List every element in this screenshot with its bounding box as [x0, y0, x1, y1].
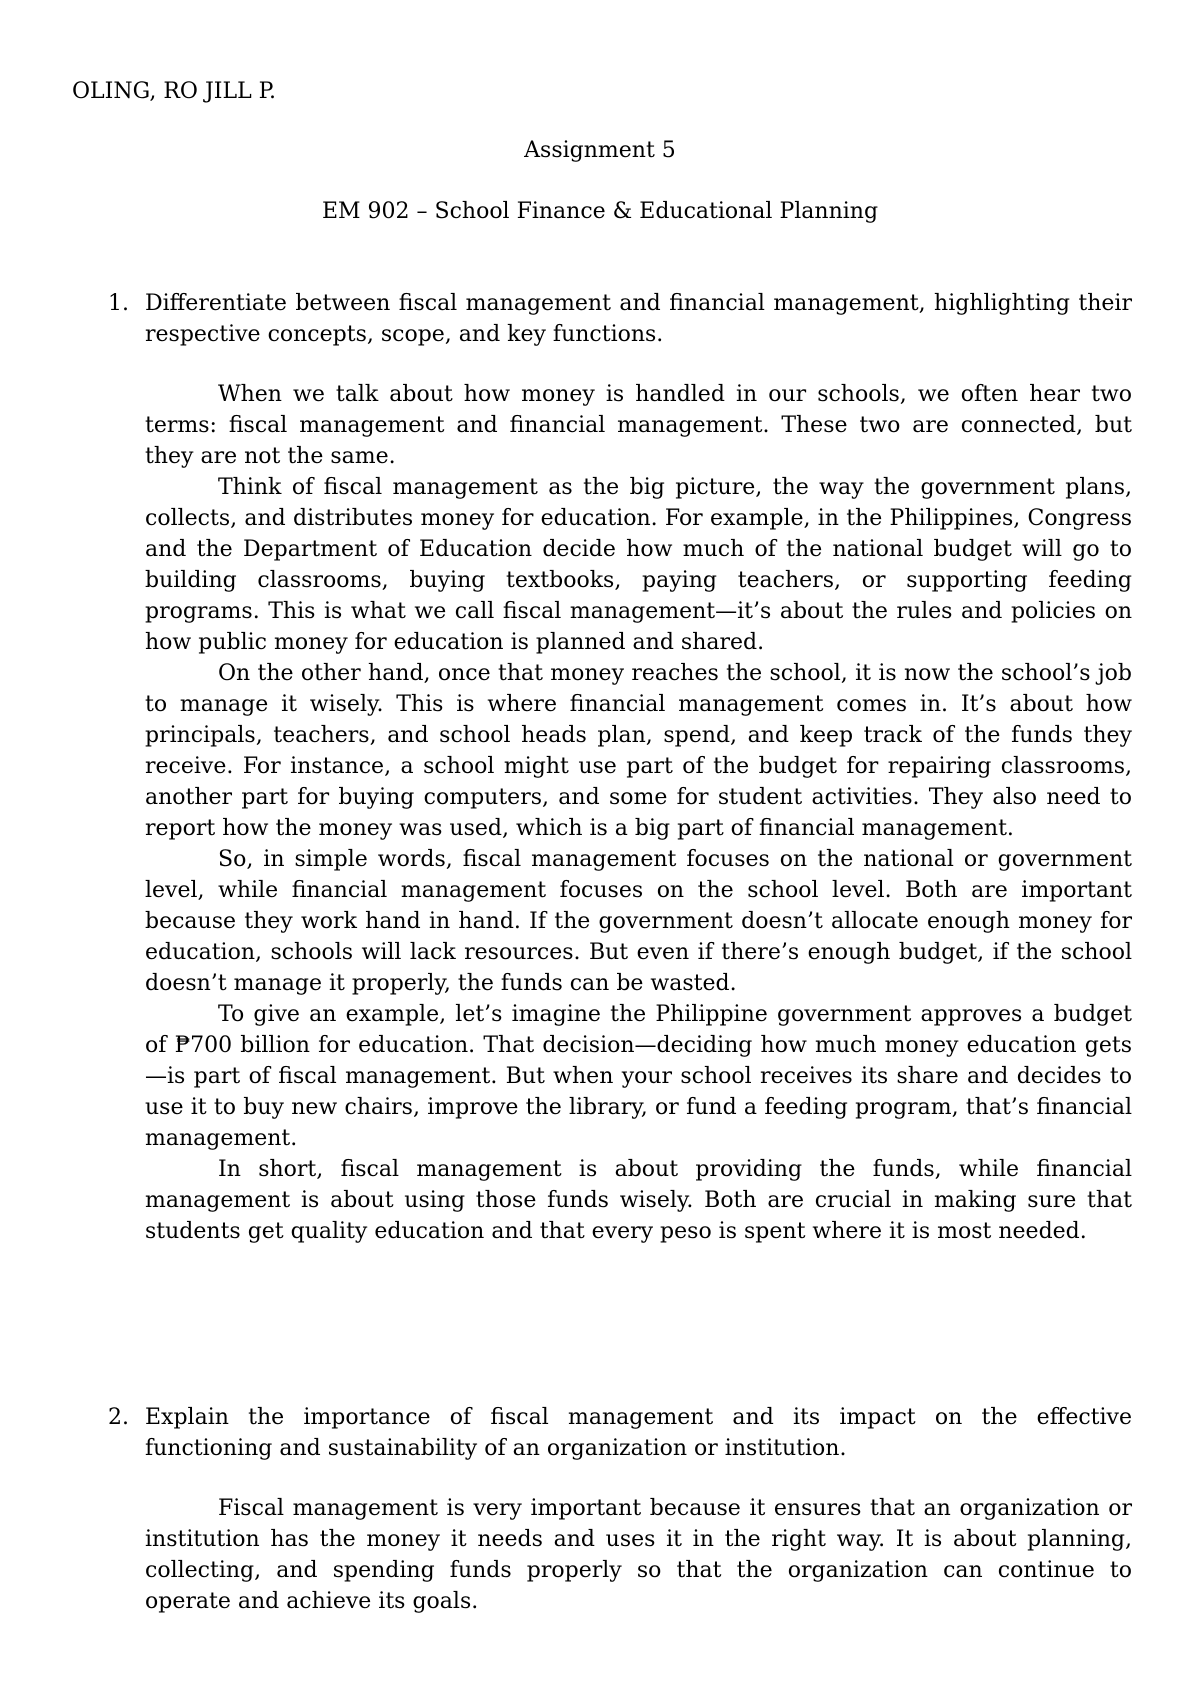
question-2 [108, 1402, 1132, 1464]
answer-paragraph: On the other hand, once that money reaches the school, it is now the school’s job to manage it wisely. This is where financial management comes in. It’s about how principals, teachers, and school heads plan, spend, and keep track of the funds they receive. For instance, a school might use part of the budget for repairing classrooms, another part for buying computers, and some for student activities. They also need to report how the money was used, which is a big part of financial management. [145, 661, 1132, 841]
question-number: 1. [108, 291, 129, 316]
question-number: 2. [108, 1405, 129, 1430]
answer-paragraph: In short, fiscal management is about providing the funds, while financial management is about using those funds wisely. Both are crucial in making sure that students get quality education and that every peso is spent where it is most needed. [145, 1157, 1132, 1244]
course-title: EM 902 – School Finance & Educational Planning [321, 199, 879, 224]
assignment-title: Assignment 5 [524, 138, 676, 163]
answer-paragraph: So, in simple words, fiscal management focuses on the national or government level, while financial management focuses on the school level. Both are important because they work hand in hand. If the government doesn’t allocate enough money for education, schools will lack resources. But even if there’s enough budget, if the school doesn’t manage it properly, the funds can be wasted. [145, 847, 1132, 996]
question-1 [108, 288, 1132, 350]
answer-2 [145, 1493, 1132, 1617]
answer-paragraph: To give an example, let’s imagine the Philippine government approves a budget of ₱700 billion for education. That decision—deciding how much money education gets—is part of fiscal management. But when your school receives its share and decides to use it to buy new chairs, improve the library, or fund a feeding program, that’s financial management. [145, 1002, 1132, 1151]
answer-paragraph: Fiscal management is very important because it ensures that an organization or institution has the money it needs and uses it in the right way. It is about planning, collecting, and spending funds properly so that the organization can continue to operate and achieve its goals. [145, 1496, 1132, 1614]
question-text: Explain the importance of fiscal management and its impact on the effective functioning and sustainability of an organization or institution. [145, 1405, 1132, 1461]
question-text: Differentiate between fiscal management and financial management, highlighting their respective concepts, scope, and key functions. [145, 291, 1132, 347]
answer-paragraph: When we talk about how money is handled in our schools, we often hear two terms: fiscal management and financial management. These two are connected, but they are not the same. [145, 382, 1132, 469]
answer-paragraph: Think of fiscal management as the big picture, the way the government plans, collects, and distributes money for education. For example, in the Philippines, Congress and the Department of Education decide how much of the national budget will go to building classrooms, buying textbooks, paying teachers, or supporting feeding programs. This is what we call fiscal management—it’s about the rules and policies on how public money for education is planned and shared. [145, 475, 1132, 655]
answer-1 [145, 379, 1132, 1247]
student-name: OLING, RO JILL P. [72, 79, 277, 104]
